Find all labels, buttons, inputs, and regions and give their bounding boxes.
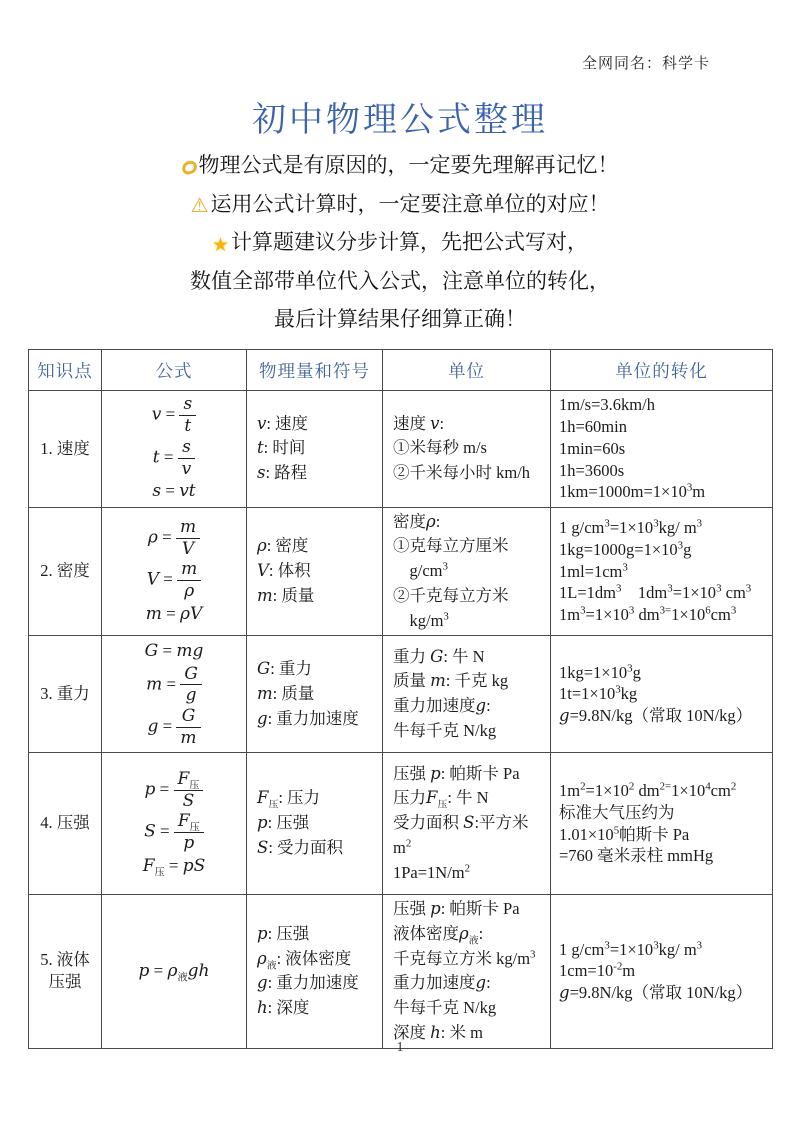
warning-icon: ⚠ [190,192,209,217]
conversions-line: 1min=60s [559,438,626,458]
units-line: $1Pa=1N/m^2$ [393,862,471,882]
symbols-line: g: 重力加速度 [257,973,359,993]
topic-cell: 5. 液体压强 [29,895,102,1049]
fraction-denominator: g [185,685,197,706]
table-row [29,753,773,895]
units-cell [383,753,551,895]
formula-line: g = $\frac{G}{m}$ [108,707,240,748]
conversions-cell [551,753,773,895]
formula-line: $p = \rho_液gh$ [138,961,210,984]
table-row [29,507,773,636]
units-cell [383,636,551,753]
header-right-credit: 全网同名：科学卡 [581,56,710,72]
formula-line: $F_压$ = pS [142,856,206,879]
units-line: 压强 p: 帕斯卡 Pa [393,899,520,918]
conversions-cell [551,895,773,1049]
conversions-line: $1km=1000m=1\times 10^3m$ [559,481,706,502]
formula-cell [102,753,247,895]
units-line: 受力面积 S:平方米 $m^2$ [393,813,533,857]
fraction [174,812,204,853]
units-line: 液体密度$\rho_液$: [393,923,484,947]
units-line: 深度 h: 米 m [393,1022,483,1042]
units-cell [383,391,551,508]
symbols-line: G: 重力 [257,659,312,679]
conversions-line: 标准大气压约为 [559,802,675,822]
symbols-line: m: 质量 [257,683,315,703]
table-header-row [29,350,773,391]
conversions-cell [551,636,773,753]
fraction-denominator: m [180,728,197,749]
conversions-line: $1.01\times 10^5$帕斯卡 Pa [559,824,690,844]
fraction-numerator: s [178,438,196,459]
symbols-cell [247,753,383,895]
symbols-line: p: 压强 [257,813,310,833]
fraction [177,560,201,601]
units-line: 速度 v: [393,413,445,433]
conversions-line: 1 $g/cm^3=1\times 10^3kg/$ $m^3$ [559,939,703,959]
symbols-cell [247,507,383,636]
formula-cell [102,507,247,636]
symbols-line: $\rho_液$: 液体密度 [257,948,352,971]
units-cell [383,507,551,636]
units-line: 重力加速度g: [393,973,491,993]
conversions-line: =760 毫米汞柱 mmHg [559,846,714,866]
formula-line: s = vt [152,481,196,502]
page-number: 1 [396,1040,404,1055]
units-line: 牛每千克 N/kg [393,720,497,740]
conversions-line: 1 $g/cm^3=1\times 10^3kg/$ $m^3$ [559,517,703,538]
fraction-numerator: m [177,560,201,581]
conversions-cell [551,507,773,636]
fraction-denominator: S [182,790,195,811]
fraction-denominator: V [181,538,195,559]
units-line: 牛每千克 N/kg [393,998,497,1017]
formula-cell [102,636,247,753]
symbols-line: m: 质量 [257,585,315,605]
column-header: 单位的转化 [551,350,773,391]
conversions-line: 1m/s=3.6km/h [559,395,655,415]
fraction-numerator: s [179,395,196,416]
units-line: ①米每秒 m/s [393,438,487,458]
units-line: 千克每立方米 $kg/m^3$ [393,948,536,968]
physics-formula-table [28,349,773,1049]
units-line: ①克每立方厘米 [393,536,509,556]
fraction [174,770,204,811]
units-line: 压力$F_压$: 牛 N [393,788,489,811]
conversions-line: $1kg=1\times 10^3g$ [559,662,641,682]
intro-line: ★计算题建议分步计算，先把公式写对， [0,223,800,262]
formula-line: m = ρV [145,604,203,625]
formula-line: V = $\frac{m}{\rho}$ [108,560,240,601]
formula-line: m = $\frac{G}{g}$ [108,665,240,706]
topic-cell: 2. 密度 [29,507,102,636]
units-line: ②千克每立方米 [393,585,509,605]
column-header: 单位 [383,350,551,391]
formula-line: ρ = $\frac{m}{V}$ [108,518,240,559]
intro-notes [0,146,800,339]
symbols-line: p: 压强 [257,923,310,943]
column-header: 物理量和符号 [247,350,383,391]
fraction [176,707,200,748]
fraction [176,518,200,559]
fraction [178,438,196,479]
formula-line: t = $\frac{s}{v}$ [108,438,240,479]
formula-cell [102,895,247,1049]
formula-cell [102,391,247,508]
units-cell [383,895,551,1049]
column-header: 公式 [102,350,247,391]
fraction-numerator: G [176,707,200,728]
fraction [179,395,196,436]
star-icon: ★ [211,234,230,257]
conversions-line: $1ml=1cm^3$ [559,561,628,581]
fraction-denominator: t [184,415,192,436]
conversions-line: $1m^2=1\times 10^2$ $dm^{2=}1\times 10^4cm^2$ [559,780,737,800]
fraction-numerator: G [180,665,202,686]
units-line: 重力加速度g: [393,696,491,716]
conversions-line: g=9.8N/kg（常取 10N/kg） [559,983,753,1003]
fraction-numerator: $F_压$ [174,770,204,791]
topic-cell: 1. 速度 [29,391,102,508]
conversions-cell [551,391,773,508]
page-title: 初中物理公式整理 [252,102,548,139]
table-row [29,391,773,508]
formula-line: S = $\frac{F_压}{p}$ [108,812,240,853]
symbols-line: v: 速度 [257,413,309,433]
intro-line: 数值全部带单位代入公式，注意单位的转化， [190,268,610,293]
conversions-line: $1m^3=1\times 10^3$ $dm^{3=}1\times 10^6cm^3$ [559,604,737,625]
fraction-denominator: p [183,833,195,854]
conversions-line: 1h=60min [559,417,627,437]
symbols-line: S: 受力面积 [257,837,344,857]
topic-cell: 4. 压强 [29,753,102,895]
intro-line: 物理公式是有原因的，一定要先理解再记忆！ [0,146,800,185]
table-row [29,895,773,1049]
fraction-denominator: v [181,458,192,479]
symbols-line: g: 重力加速度 [257,708,359,728]
symbols-cell [247,391,383,508]
formula-line: v = $\frac{s}{t}$ [108,395,240,436]
symbols-line: $F_压$: 压力 [257,788,321,811]
symbols-line: h: 深度 [257,998,310,1017]
conversions-line: 1h=3600s [559,460,625,480]
conversions-line: g=9.8N/kg（常取 10N/kg） [559,706,753,726]
fraction-denominator: ρ [184,581,195,602]
units-line: $g/cm^3$ [393,560,448,581]
units-line: $kg/m^3$ [393,610,449,630]
symbols-line: V: 体积 [257,561,311,581]
symbols-cell [247,636,383,753]
units-line: 重力 G: 牛 N [393,646,485,666]
fraction [180,665,202,706]
conversions-line: $1L=1dm^3$ $1dm^3=1\times 10^3$ $cm^3$ [559,582,752,603]
symbols-line: t: 时间 [257,438,306,458]
fraction-numerator: m [176,518,200,539]
symbols-line: ρ: 密度 [257,536,309,556]
units-line: 质量 m: 千克 kg [393,671,509,691]
topic-cell: 3. 重力 [29,636,102,753]
comet-icon [180,159,198,176]
formula-line: G = mg [144,641,204,662]
fraction-numerator: $F_压$ [174,812,204,833]
units-line: 密度ρ: [393,511,441,531]
conversions-line: $1cm=10^{-2}m$ [559,960,636,981]
symbols-cell [247,895,383,1049]
table-row [29,636,773,753]
formula-line: p = $\frac{F_压}{S}$ [108,770,240,811]
units-line: 压强 p: 帕斯卡 Pa [393,763,520,783]
symbols-line: s: 路程 [257,463,308,483]
conversions-line: $1t=1\times 10^3kg$ [559,683,638,704]
intro-line: 最后计算结果仔细算正确！ [274,307,526,332]
column-header: 知识点 [29,350,102,391]
units-line: ②千米每小时 km/h [393,463,531,483]
conversions-line: $1kg=1000g=1\times 10^3g$ [559,539,692,559]
intro-line: ⚠运用公式计算时，一定要注意单位的对应！ [0,185,800,224]
